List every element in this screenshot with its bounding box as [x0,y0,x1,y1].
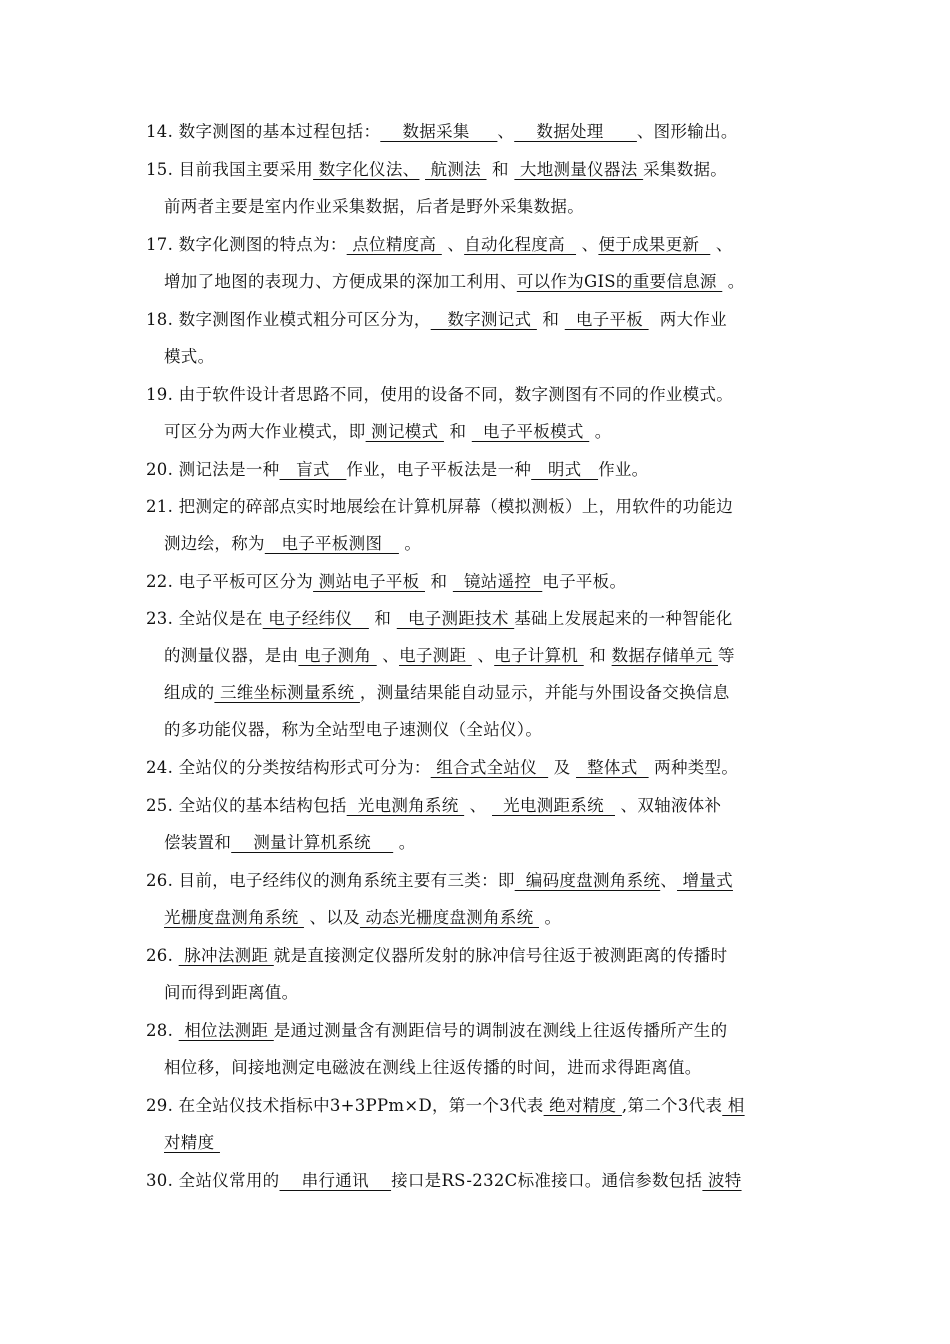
answer-blank: 数据采集 [380,122,498,141]
question-text: 。 [589,422,612,441]
answer-blank: 电子测距技术 [396,609,515,628]
question-text: 14. 数字测图的基本过程包括： [146,122,381,141]
question-text: 电子平板。 [542,572,627,591]
answer-blank: 数字化仪法、 [313,160,420,179]
question-text: 前两者主要是室内作业采集数据，后者是野外采集数据。 [164,197,584,216]
answer-blank: 数据处理 [514,122,637,141]
question-text: 两种类型。 [648,758,739,777]
question-text: 的多功能仪器，称为全站型电子速测仪（全站仪）。 [164,720,543,739]
answer-blank: 三维坐标测量系统 [214,683,360,702]
question-text: 、双轴液体补 [615,796,722,815]
answer-blank: 电子经纬仪 [262,609,369,628]
question-text: 、 [497,122,515,141]
question-text: 和 [443,422,472,441]
question-text: 21. 把测定的碎部点实时地展绘在计算机屏幕（模拟测板）上，用软件的功能边 [146,497,734,516]
answer-blank: 镜站遥控 [452,572,543,591]
question-text: 、 [471,646,495,665]
text-line [146,117,818,147]
answer-blank: 电子计算机 [494,646,584,665]
answer-blank: 绝对精度 [543,1096,622,1115]
question-text: 、 [660,871,677,890]
question-text: 23. 全站仪是在 [146,609,263,628]
question-text: 和 [424,572,453,591]
question-text: 作业，电子平板法是一种 [346,460,532,479]
text-line [164,828,818,858]
question-text: 是通过测量含有测距信号的调制波在测线上往返传播所产生的 [273,1021,728,1040]
question-text: 、 [710,235,733,254]
question-text: 、 [441,235,465,254]
answer-blank: 测站电子平板 [313,572,425,591]
text-line [146,155,818,185]
question-text: 、 [576,235,599,254]
question-text: 的测量仪器，是由 [164,646,299,665]
text-line [164,641,818,671]
answer-blank: 整体式 [576,758,649,777]
question-text: 、以及 [303,908,360,927]
question-text: 26. 目前，电子经纬仪的测角系统主要有三类：即 [146,871,515,890]
text-line [146,604,818,634]
question-text: 。 [398,534,422,553]
text-line [164,192,818,222]
text-line [146,1091,818,1121]
answer-blank: 编码度盘测角系统 [514,871,661,890]
answer-blank: 波特 [702,1171,742,1190]
text-line [146,305,818,335]
question-text: 测边绘，称为 [164,534,265,553]
text-line [164,1053,818,1083]
answer-blank: 测记模式 [365,422,444,441]
answer-blank: 数据存储单元 [611,646,718,665]
question-text: 22. 电子平板可区分为 [146,572,314,591]
answer-blank: 串行通讯 [279,1171,392,1190]
text-line [164,529,818,559]
question-text: 。 [393,833,416,852]
question-text: 可区分为两大作业模式，即 [164,422,366,441]
question-text: 18. 数字测图作业模式粗分可区分为， [146,310,431,329]
question-text: ，测量结果能自动显示，并能与外围设备交换信息 [359,683,730,702]
question-text: 接口是RS-232C标准接口。通信参数包括 [391,1171,703,1190]
question-text: 偿装置和 [164,833,232,852]
question-text: 相位移，间接地测定电磁波在测线上往返传播的时间，进而求得距离值。 [164,1058,702,1077]
text-line [164,978,818,1008]
question-text: 等 [717,646,735,665]
answer-blank: 光电测角系统 [346,796,465,815]
answer-blank: 相 [722,1096,745,1115]
question-text: 28. [146,1021,179,1040]
question-text: 20. 测记法是一种 [146,460,280,479]
question-text: ,第二个3代表 [621,1096,723,1115]
text-line [146,1166,818,1196]
answer-blank: 光栅度盘测角系统 [164,908,304,927]
answer-blank: 动态光栅度盘测角系统 [359,908,539,927]
question-text: 组成的 [164,683,215,702]
answer-blank: 可以作为GIS的重要信息源 [516,272,723,291]
answer-blank: 组合式全站仪 [430,758,549,777]
question-text: 19. 由于软件设计者思路不同，使用的设备不同，数字测图有不同的作业模式。 [146,385,734,404]
text-line [164,417,818,447]
answer-blank: 电子测距 [399,646,472,665]
text-line [146,230,818,260]
question-text: 采集数据。 [643,160,728,179]
text-line [146,455,818,485]
answer-blank: 增量式 [677,871,733,890]
answer-blank: 相位法测距 [178,1021,274,1040]
answer-blank: 自动化程度高 [464,235,577,254]
text-line [164,1128,818,1158]
question-text: 作业。 [598,460,649,479]
answer-blank: 对精度 [164,1133,220,1152]
question-text: 26. [146,946,179,965]
text-line [164,267,818,297]
text-line [164,715,818,745]
question-text: 15. 目前我国主要采用 [146,160,314,179]
answer-blank: 点位精度高 [346,235,442,254]
question-text: 25. 全站仪的基本结构包括 [146,796,347,815]
text-line [146,380,818,410]
answer-blank: 脉冲法测距 [178,946,274,965]
question-text: 、图形输出。 [636,122,738,141]
question-text: 及 [548,758,577,777]
question-text: 和 [368,609,397,628]
text-line [164,903,818,933]
question-text: 间而得到距离值。 [164,983,299,1002]
answer-blank: 光电测距系统 [492,796,615,815]
answer-blank: 便于成果更新 [598,235,711,254]
answer-blank: 电子测角 [298,646,377,665]
answer-blank: 盲式 [279,460,347,479]
text-line [146,492,818,522]
question-text: 30. 全站仪常用的 [146,1171,280,1190]
answer-blank: 电子平板测图 [264,534,399,553]
text-line [164,678,818,708]
answer-blank: 航测法 [425,160,487,179]
answer-blank: 数字测记式 [430,310,537,329]
question-text: 17. 数字化测图的特点为： [146,235,347,254]
text-line [146,866,818,896]
question-text: 模式。 [164,347,215,366]
text-line [164,342,818,372]
answer-blank: 电子平板模式 [471,422,590,441]
answer-blank: 电子平板 [564,310,649,329]
question-text: 基础上发展起来的一种智能化 [514,609,733,628]
answer-blank: 明式 [531,460,599,479]
question-text: 就是直接测定仪器所发射的脉冲信号往返于被测距离的传播时 [273,946,728,965]
text-line [146,941,818,971]
text-line [146,1016,818,1046]
question-text: 。 [539,908,562,927]
question-text: 和 [583,646,612,665]
text-line [146,791,818,821]
question-text: 24. 全站仪的分类按结构形式可分为： [146,758,431,777]
question-text: 29. 在全站仪技术指标中3+3PPm×D，第一个3代表 [146,1096,544,1115]
answer-blank: 测量计算机系统 [231,833,394,852]
question-text: 、 [376,646,400,665]
question-text: 。 [722,272,745,291]
question-text: 和 [486,160,515,179]
text-line [146,753,818,783]
question-text: 两大作业 [648,310,727,329]
text-line [146,567,818,597]
question-text: 、 [464,796,493,815]
answer-blank: 大地测量仪器法 [514,160,644,179]
question-text: 和 [536,310,565,329]
question-text: 增加了地图的表现力、方便成果的深加工利用、 [164,272,517,291]
